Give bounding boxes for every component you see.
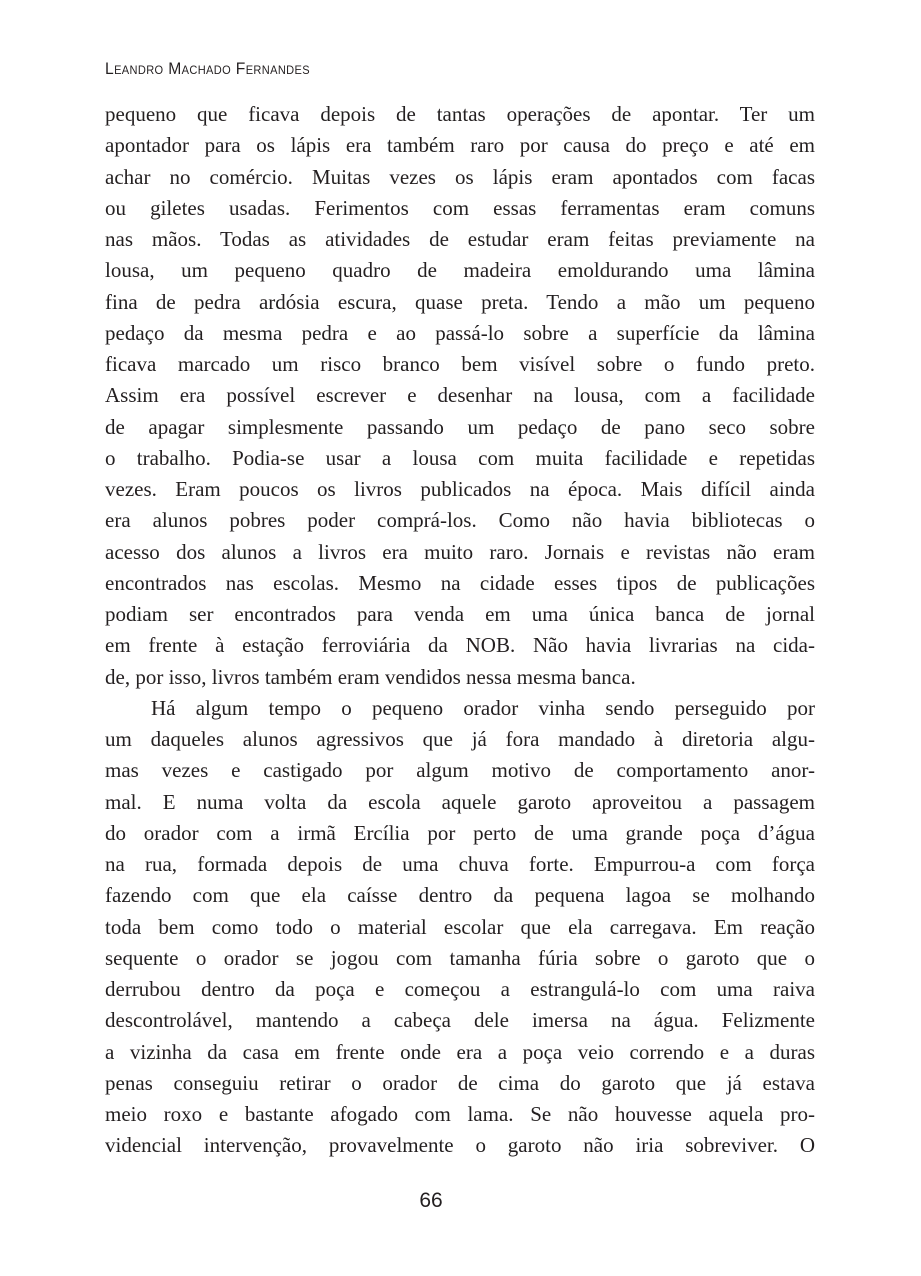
text-line: um daqueles alunos agressivos que já fora mandado à diretoria algu- [105, 727, 815, 751]
page-number: 66 [419, 1189, 443, 1212]
text-line: vezes. Eram poucos os livros publicados na época. Mais difícil ainda [105, 477, 815, 501]
text-line: o trabalho. Podia-se usar a lousa com muita facilidade e repetidas [105, 445, 815, 470]
text-line: pequeno que ficava depois de tantas operações de apontar. Ter um [105, 102, 815, 126]
page-body [105, 99, 815, 1162]
text-line: ou giletes usadas. Ferimentos com essas ferramentas eram comuns [105, 195, 815, 220]
text-line: pedaço da mesma pedra e ao passá-lo sobre a superfície da lâmina [105, 320, 815, 345]
text-line: a vizinha da casa em frente onde era a poça veio correndo e a duras [105, 1039, 815, 1064]
text-line: fazendo com que ela caísse dentro da pequena lagoa se molhando [105, 883, 815, 908]
text-line: Assim era possível escrever e desenhar na lousa, com a facilidade [105, 383, 815, 408]
text-line: toda bem como todo o material escolar que ela carregava. Em reação [105, 914, 815, 939]
text-line: penas conseguiu retirar o orador de cima do garoto que já estava [105, 1070, 815, 1095]
text-line: nas mãos. Todas as atividades de estudar eram feitas previamente na [105, 227, 815, 251]
text-line: meio roxo e bastante afogado com lama. Se não houvesse aquela pro- [105, 1102, 815, 1126]
text-line: Há algum tempo o pequeno orador vinha sendo perseguido por [151, 695, 815, 720]
running-header: Leandro Machado Fernandes [105, 59, 310, 78]
text-line: achar no comércio. Muitas vezes os lápis eram apontados com facas [105, 164, 815, 189]
text-line: mas vezes e castigado por algum motivo de comportamento anor- [105, 758, 815, 783]
text-line: fina de pedra ardósia escura, quase preta. Tendo a mão um pequeno [105, 289, 815, 314]
text-line: lousa, um pequeno quadro de madeira emoldurando uma lâmina [105, 258, 815, 283]
text-line: videncial intervenção, provavelmente o garoto não iria sobreviver. O [105, 1133, 815, 1158]
text-line: do orador com a irmã Ercília por perto de uma grande poça d’água [105, 820, 815, 845]
text-line: mal. E numa volta da escola aquele garoto aproveitou a passagem [105, 789, 815, 814]
text-line: na rua, formada depois de uma chuva forte. Empurrou-a com força [105, 852, 815, 876]
text-line: ficava marcado um risco branco bem visível sobre o fundo preto. [105, 352, 815, 376]
text-line: de apagar simplesmente passando um pedaço de pano seco sobre [105, 414, 815, 439]
text-line: apontador para os lápis era também raro por causa do preço e até em [105, 133, 815, 158]
text-line: encontrados nas escolas. Mesmo na cidade esses tipos de publicações [105, 570, 815, 595]
text-line: sequente o orador se jogou com tamanha fúria sobre o garoto que o [105, 945, 815, 970]
text-line: era alunos pobres poder comprá-los. Como não havia bibliotecas o [105, 508, 815, 533]
text-line: descontrolável, mantendo a cabeça dele imersa na água. Felizmente [105, 1008, 815, 1033]
text-line: em frente à estação ferroviária da NOB. Não havia livrarias na cida- [105, 633, 815, 658]
text-line: podiam ser encontrados para venda em uma única banca de jornal [105, 602, 815, 626]
text-line: derrubou dentro da poça e começou a estrangulá-lo com uma raiva [105, 977, 815, 1001]
text-line: de, por isso, livros também eram vendidos nessa mesma banca. [105, 664, 636, 689]
text-line: acesso dos alunos a livros era muito raro. Jornais e revistas não eram [105, 539, 815, 564]
